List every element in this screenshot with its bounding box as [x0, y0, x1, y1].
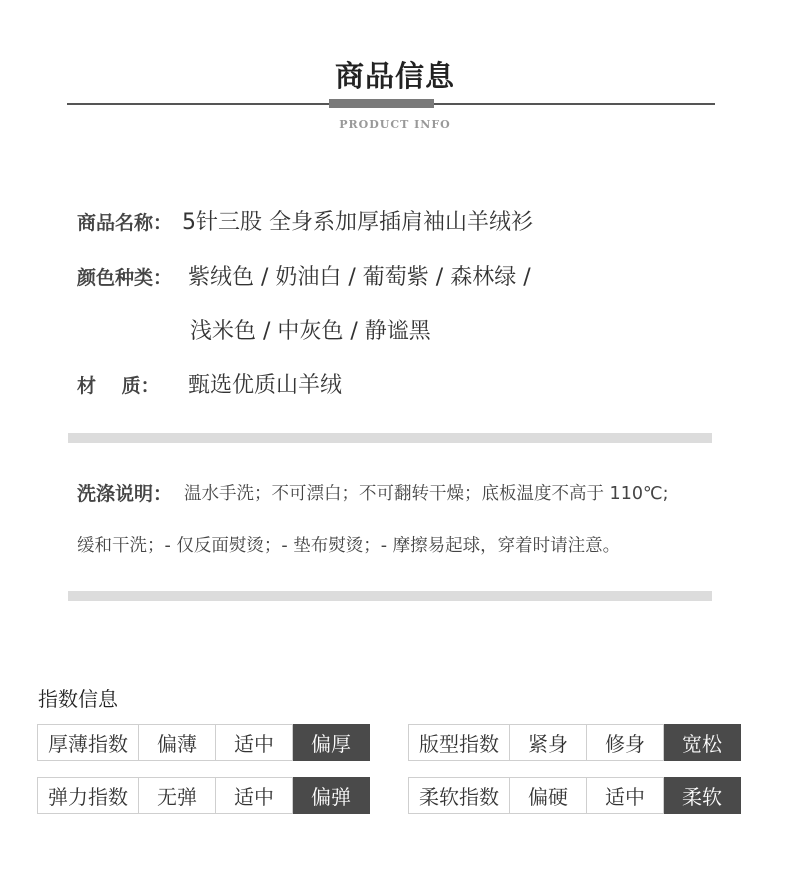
- title-accent-bar: [329, 99, 434, 108]
- index-option: 宽松: [664, 725, 741, 761]
- color-value-line2: 浅米色 / 中灰色 / 静谧黑: [190, 319, 431, 344]
- index-option: 紧身: [510, 725, 587, 761]
- care-label: 洗涤说明：: [77, 483, 173, 505]
- index-option: 偏硬: [510, 778, 587, 814]
- material-label: 材 质：: [77, 375, 160, 397]
- softness-index: [408, 777, 741, 814]
- thickness-index: [37, 724, 370, 761]
- page-title: 商品信息: [334, 59, 455, 93]
- index-option: 无弹: [139, 778, 216, 814]
- care-line2: 缓和干洗；- 仅反面熨烫；- 垫布熨烫；- 摩擦易起球，穿着时请注意。: [77, 536, 621, 556]
- name-value: 5针三股 全身系加厚插肩袖山羊绒衫: [182, 210, 533, 235]
- index-option: 偏弹: [293, 778, 370, 814]
- name-label: 商品名称：: [77, 212, 173, 234]
- index-title: 指数信息: [38, 687, 118, 711]
- index-label: 厚薄指数: [38, 725, 139, 761]
- page-subtitle: PRODUCT INFO: [339, 118, 451, 131]
- index-option: 柔软: [664, 778, 741, 814]
- care-line1: 温水手洗；不可漂白；不可翻转干燥；底板温度不高于 110℃;: [184, 484, 669, 504]
- index-option: 适中: [587, 778, 664, 814]
- index-label: 弹力指数: [38, 778, 139, 814]
- elasticity-index: [37, 777, 370, 814]
- index-option: 适中: [216, 778, 293, 814]
- material-value: 甄选优质山羊绒: [188, 373, 343, 398]
- color-label: 颜色种类：: [77, 267, 173, 289]
- index-option: 偏薄: [139, 725, 216, 761]
- section-divider: [68, 433, 712, 443]
- index-option: 适中: [216, 725, 293, 761]
- index-label: 柔软指数: [409, 778, 510, 814]
- index-option: 偏厚: [293, 725, 370, 761]
- section-divider: [68, 591, 712, 601]
- index-label: 版型指数: [409, 725, 510, 761]
- fit-index: [408, 724, 741, 761]
- color-value-line1: 紫绒色 / 奶油白 / 葡萄紫 / 森林绿 /: [188, 265, 531, 290]
- index-option: 修身: [587, 725, 664, 761]
